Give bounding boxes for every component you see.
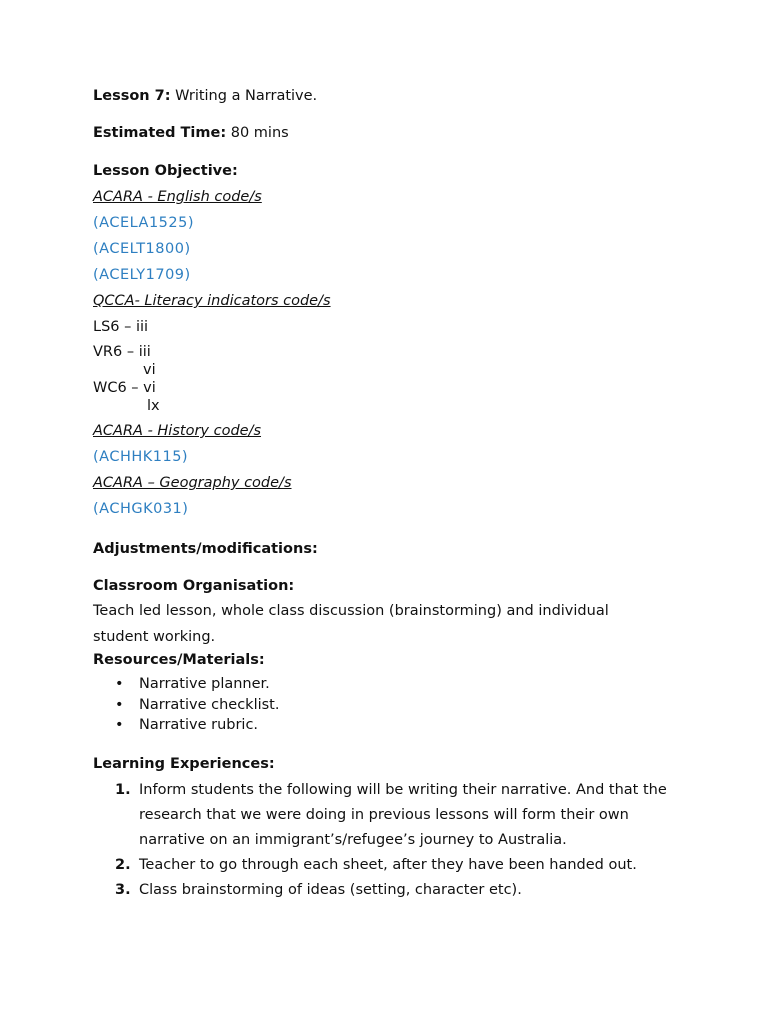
objective-heading: Lesson Objective:	[93, 163, 238, 179]
list-item	[115, 778, 669, 853]
list-item	[115, 674, 693, 695]
time-value: 80 mins	[226, 125, 289, 141]
list-item	[115, 853, 669, 878]
step-number: 2.	[115, 856, 131, 873]
classroom-heading: Classroom Organisation:	[93, 578, 295, 594]
lesson-title	[93, 86, 693, 106]
bullet-icon: •	[115, 717, 124, 733]
step-number: 1.	[115, 781, 131, 798]
lesson-plan-document	[93, 86, 693, 903]
bullet-icon: •	[115, 676, 124, 692]
learning-heading: Learning Experiences:	[93, 755, 275, 772]
qcca-line-wc6: WC6 – vi	[93, 380, 156, 396]
time-label: Estimated Time:	[93, 125, 227, 141]
lesson-value: Writing a Narrative.	[170, 88, 318, 104]
qcca-line-wc6-sub: lx	[147, 398, 160, 414]
english-code-heading: ACARA - English code/s	[93, 189, 262, 205]
step-text: Teacher to go through each sheet, after they have been handed out.	[139, 856, 637, 873]
english-code-2: (ACELT1800)	[93, 241, 191, 257]
qcca-line-vr6-sub: vi	[143, 362, 156, 378]
history-code: (ACHHK115)	[93, 449, 189, 465]
resource-item-text: Narrative checklist.	[139, 696, 280, 713]
resources-heading: Resources/Materials:	[93, 652, 265, 668]
classroom-text: Teach led lesson, whole class discussion (brainstorming) and individual student working.	[93, 603, 609, 645]
learning-steps	[93, 778, 693, 903]
adjustments-heading: Adjustments/modifications:	[93, 541, 318, 557]
english-code-3: (ACELY1709)	[93, 267, 191, 283]
step-number: 3.	[115, 881, 131, 898]
qcca-line-ls6: LS6 – iii	[93, 319, 149, 335]
resources-list	[93, 674, 693, 736]
step-text: Class brainstorming of ideas (setting, character etc).	[139, 881, 522, 898]
resource-item-text: Narrative rubric.	[139, 717, 259, 733]
list-item	[115, 695, 693, 716]
geography-code: (ACHGK031)	[93, 501, 189, 517]
list-item	[115, 878, 669, 903]
list-item	[115, 715, 693, 736]
estimated-time	[93, 123, 693, 143]
lesson-label: Lesson 7:	[93, 88, 171, 104]
qcca-code-heading: QCCA- Literacy indicators code/s	[93, 293, 331, 309]
history-code-heading: ACARA - History code/s	[93, 423, 262, 439]
qcca-line-vr6: VR6 – iii	[93, 344, 151, 360]
step-text: Inform students the following will be writing their narrative. And that the research that we were doing in previous lessons will form their own narrative on an immigrant’s/refugee’s journey to Australia.	[139, 781, 667, 848]
bullet-icon: •	[115, 696, 124, 713]
english-code-1: (ACELA1525)	[93, 215, 194, 231]
resource-item-text: Narrative planner.	[139, 676, 270, 692]
geography-code-heading: ACARA – Geography code/s	[93, 475, 292, 491]
